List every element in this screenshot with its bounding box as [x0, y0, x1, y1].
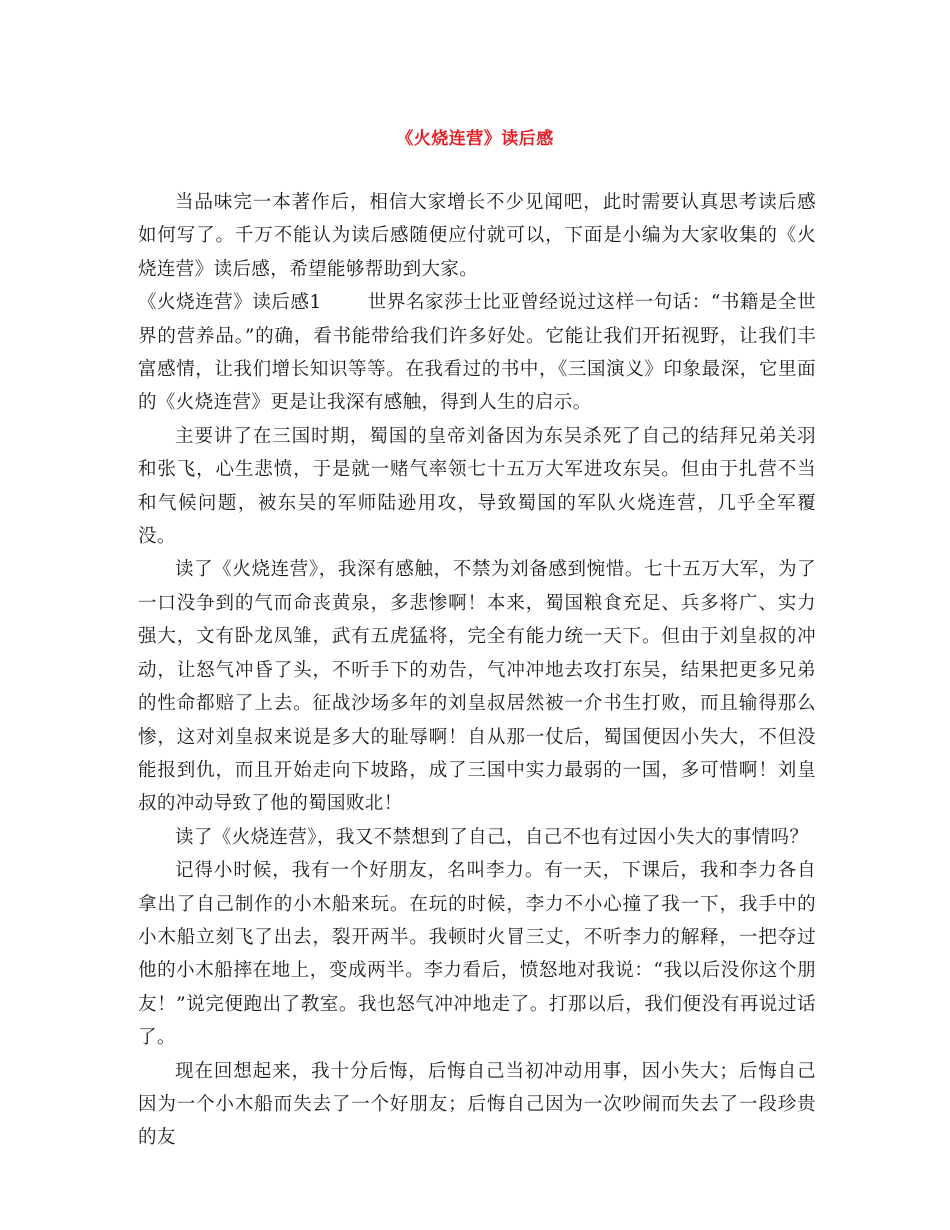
document-title: 《火烧连营》读后感 [396, 129, 554, 149]
paragraph-self-question: 读了《火烧连营》，我又不禁想到了自己，自己不也有过因小失大的事情吗？ [175, 826, 809, 848]
paragraph-memory: 记得小时候，我有一个好朋友，名叫李力。有一天，下课后，我和李力各自拿出了自己制作的小木船来玩。在玩的时候，李力不小心撞了我一下，我手中的小木船立刻飞了出去，裂开两半。我顿时火冒三丈，不听李力的解释，一把夺过他的小木船摔在地上，变成两半。李力看后，愤怒地对我说：“我以后没你这个朋友！”说完便跑出了教室。我也怒气冲冲地走了。打那以后，我们便没有再说过话了。 [138, 860, 816, 1049]
paragraph-summary: 主要讲了在三国时期，蜀国的皇帝刘备因为东吴杀死了自己的结拜兄弟关羽和张飞，心生悲愤，于是就一赌气率领七十五万大军进攻东吴。但由于扎营不当和气候问题，被东吴的军师陆逊用攻，导致蜀国的军队火烧连营，几乎全军覆没。 [138, 425, 816, 548]
paragraph-reflection: 读了《火烧连营》，我深有感触，不禁为刘备感到惋惜。七十五万大军，为了一口没争到的气而命丧黄泉，多悲惨啊！本来，蜀国粮食充足、兵多将广、实力强大，文有卧龙凤雏，武有五虎猛将，完全有能力统一天下。但由于刘皇叔的冲动，让怒气冲昏了头，不听手下的劝告，气冲冲地去攻打东吴，结果把更多兄弟的性命都赔了上去。征战沙场多年的刘皇叔居然被一介书生打败，而且输得那么惨，这对刘皇叔来说是多大的耻辱啊！自从那一仗后，蜀国便因小失大，不但没能报到仇，而且开始走向下坡路，成了三国中实力最弱的一国，多可惜啊！刘皇叔的冲动导致了他的蜀国败北！ [138, 559, 816, 815]
section-paragraph-1 [138, 286, 816, 420]
intro-paragraph: 当品味完一本著作后，相信大家增长不少见闻吧，此时需要认真思考读后感如何写了。千万不能认为读后感随便应付就可以，下面是小编为大家收集的《火烧连营》读后感，希望能够帮助到大家。 [138, 192, 816, 280]
section-heading: 《火烧连营》读后感1 [138, 292, 322, 314]
section-paragraph-1-text: 世界名家莎士比亚曾经说过这样一句话：“书籍是全世界的营养品。”的确，看书能带给我们许多好处。它能让我们开拓视野，让我们丰富感情，让我们增长知识等等。在我看过的书中，《三国演义》印象最深，它里面的《火烧连营》更是让我深有感触，得到人生的启示。 [138, 292, 816, 414]
document-body [138, 186, 816, 1155]
paragraph-regret: 现在回想起来，我十分后悔，后悔自己当初冲动用事，因小失大；后悔自己因为一个小木船而失去了一个好朋友；后悔自己因为一次吵闹而失去了一段珍贵的友 [138, 1060, 816, 1149]
